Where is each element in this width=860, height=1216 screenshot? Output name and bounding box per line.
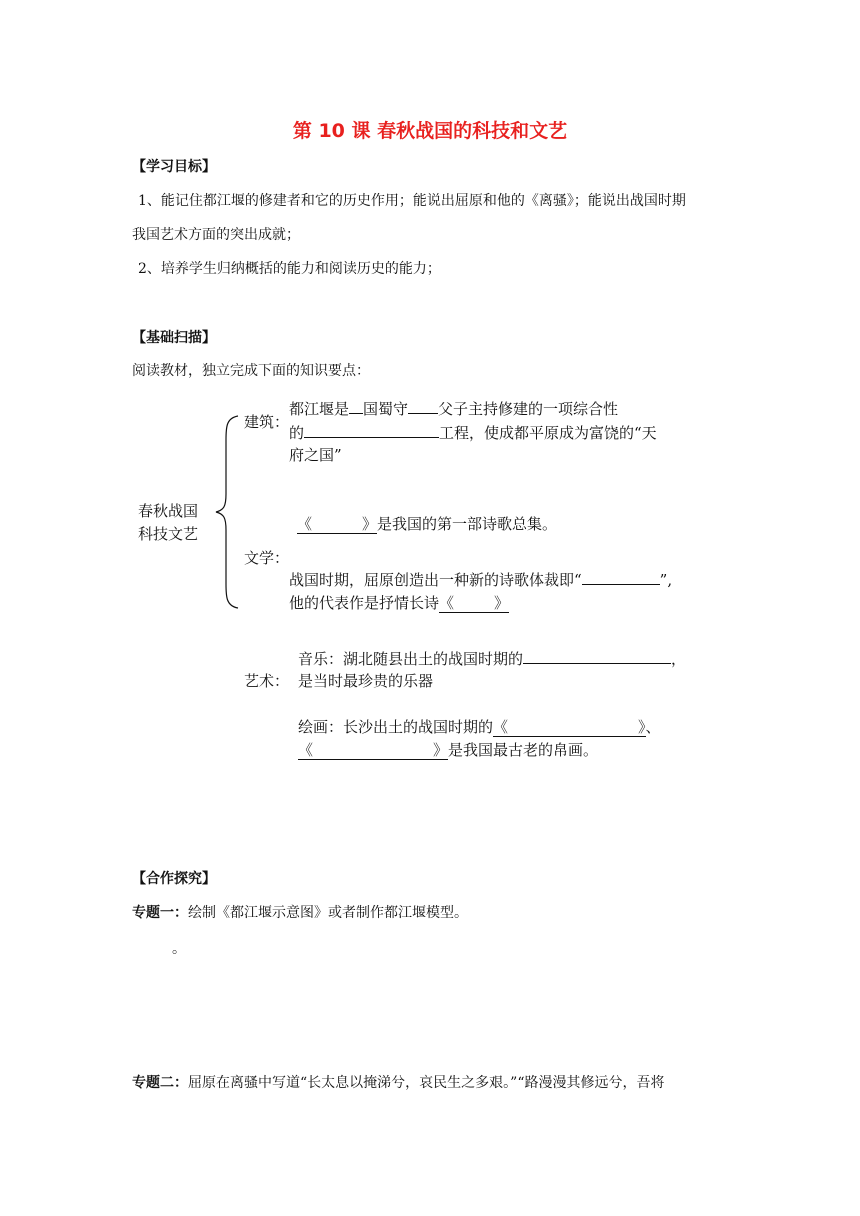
page-title: 第 10 课 春秋战国的科技和文艺 bbox=[292, 120, 568, 142]
center-label-line-1: 春秋战国 bbox=[138, 502, 199, 520]
book-open-mark: 《 bbox=[493, 718, 509, 736]
blank-painting-2[interactable] bbox=[298, 741, 448, 760]
book-close-mark: 》 bbox=[362, 515, 378, 533]
book-open-mark: 《 bbox=[297, 515, 313, 533]
topic-1-text: 绘制《都江堰示意图》或者制作都江堰模型。 bbox=[188, 905, 468, 921]
architecture-text-a: 都江堰是 bbox=[289, 400, 350, 418]
music-text-b: ， bbox=[671, 650, 687, 668]
topic-1-dot: 。 bbox=[172, 941, 186, 957]
literature-line-1 bbox=[297, 513, 557, 534]
literature-text-2b: ”, bbox=[659, 571, 673, 589]
literature-line-2 bbox=[289, 569, 672, 590]
painting-separator: 、 bbox=[645, 718, 661, 736]
architecture-text-e: 工程，使成都平原成为富饶的“天 bbox=[439, 424, 657, 442]
painting-line-1 bbox=[298, 716, 661, 737]
topic-1 bbox=[132, 902, 468, 922]
blank-builders[interactable] bbox=[408, 399, 438, 414]
painting-text-b: 是我国最古老的帛画。 bbox=[448, 741, 599, 759]
architecture-line-3: 府之国” bbox=[289, 446, 342, 464]
objective-item-1-line-1: 1、能记住都江堰的修建者和它的历史作用；能说出屈原和他的《离骚》；能说出战国时期 bbox=[138, 193, 686, 209]
architecture-label: 建筑： bbox=[244, 413, 290, 431]
center-label-line-2: 科技文艺 bbox=[138, 525, 199, 543]
literature-label: 文学： bbox=[244, 549, 290, 567]
architecture-line-2 bbox=[289, 422, 657, 443]
painting-text-a: 绘画：长沙出土的战国时期的 bbox=[298, 718, 494, 736]
blank-long-poem[interactable] bbox=[439, 594, 509, 613]
topic-2-label: 专题二： bbox=[132, 1075, 188, 1091]
book-open-mark: 《 bbox=[439, 594, 455, 612]
art-label: 艺术： bbox=[244, 672, 290, 690]
book-open-mark: 《 bbox=[298, 741, 314, 759]
blank-state[interactable] bbox=[349, 399, 363, 414]
music-line-1 bbox=[298, 648, 686, 669]
architecture-text-c: 父子主持修建的一项综合性 bbox=[438, 400, 619, 418]
architecture-line-1 bbox=[289, 398, 618, 419]
objectives-heading: 【学习目标】 bbox=[132, 159, 216, 175]
topic-1-label: 专题一： bbox=[132, 905, 188, 921]
music-text-a: 音乐：湖北随县出土的战国时期的 bbox=[298, 650, 524, 668]
literature-text-1: 是我国的第一部诗歌总集。 bbox=[377, 515, 558, 533]
blank-poetry-form[interactable] bbox=[582, 570, 660, 585]
blank-project-type[interactable] bbox=[304, 423, 439, 438]
basics-heading: 【基础扫描】 bbox=[132, 330, 216, 346]
blank-poetry-collection[interactable] bbox=[297, 515, 377, 534]
book-close-mark: 》 bbox=[494, 594, 510, 612]
literature-line-3 bbox=[289, 592, 509, 613]
coop-heading: 【合作探究】 bbox=[132, 871, 216, 887]
basics-intro: 阅读教材，独立完成下面的知识要点： bbox=[132, 363, 370, 379]
literature-text-3a: 他的代表作是抒情长诗 bbox=[289, 594, 440, 612]
music-line-2: 是当时最珍贵的乐器 bbox=[298, 672, 434, 690]
topic-2-text: 屈原在离骚中写道“长太息以掩涕兮，哀民生之多艰。”“路漫漫其修远兮，吾将 bbox=[188, 1075, 665, 1091]
blank-painting-1[interactable] bbox=[493, 718, 646, 737]
curly-brace bbox=[212, 414, 246, 610]
objective-item-1-line-2: 我国艺术方面的突出成就； bbox=[132, 227, 300, 243]
objective-item-2: 2、培养学生归纳概括的能力和阅读历史的能力； bbox=[138, 261, 441, 277]
architecture-text-b: 国蜀守 bbox=[363, 400, 409, 418]
blank-instrument[interactable] bbox=[523, 649, 671, 664]
painting-line-2 bbox=[298, 739, 598, 760]
topic-2 bbox=[132, 1072, 664, 1092]
literature-text-2a: 战国时期，屈原创造出一种新的诗歌体裁即“ bbox=[289, 571, 582, 589]
book-close-mark: 》 bbox=[433, 741, 449, 759]
architecture-text-d: 的 bbox=[289, 424, 305, 442]
book-close-mark: 》 bbox=[638, 718, 646, 736]
